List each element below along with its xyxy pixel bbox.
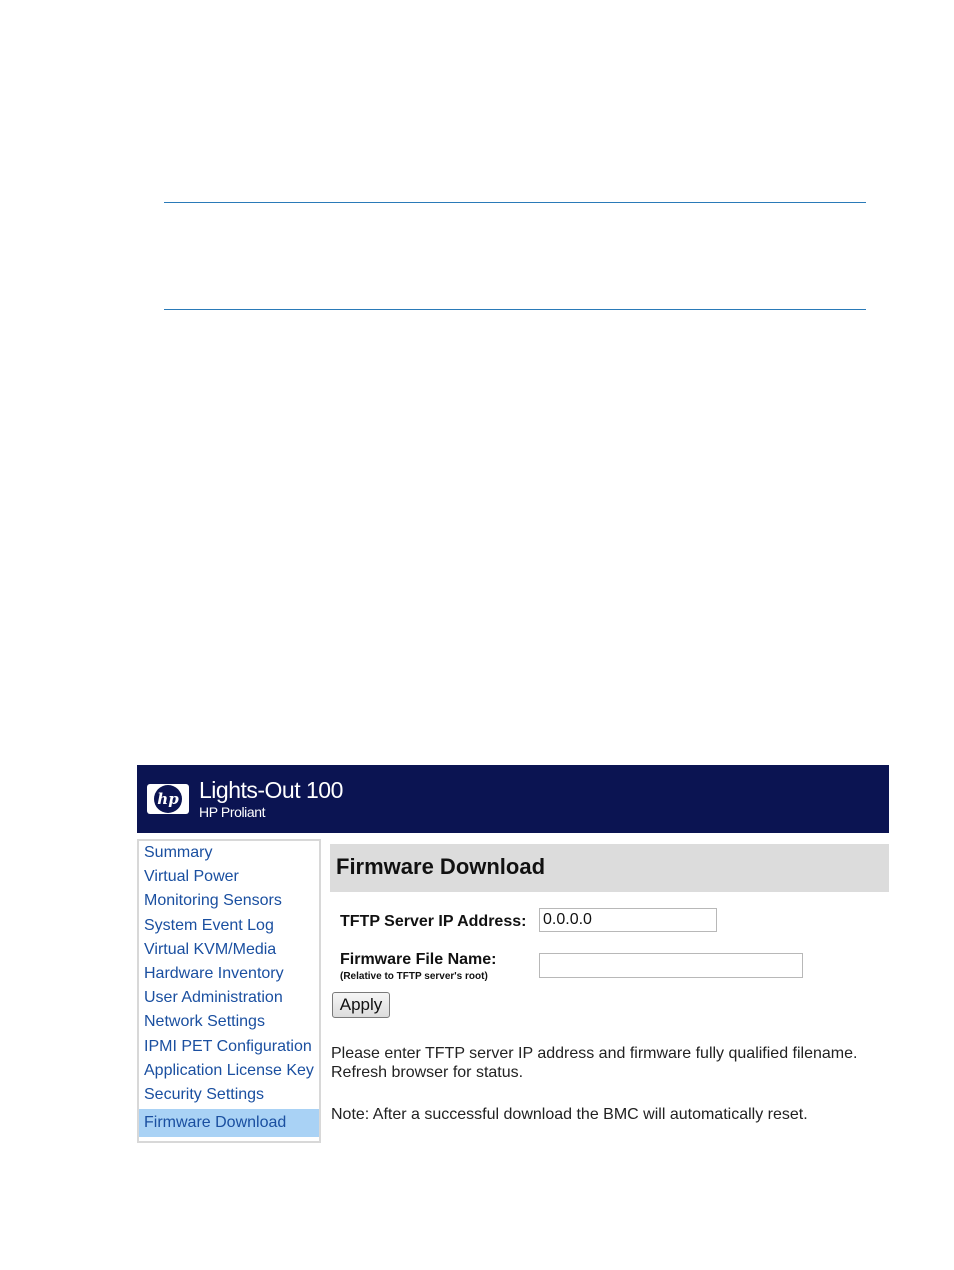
firmware-file-hint: (Relative to TFTP server's root) (340, 971, 488, 982)
main-content (330, 844, 889, 1145)
sidebar-item-firmware-download[interactable]: Firmware Download (139, 1109, 319, 1137)
bottom-rule (164, 309, 866, 310)
header-banner (137, 765, 889, 833)
sidebar-item-network-settings[interactable]: Network Settings (144, 1013, 265, 1031)
hp-logo-icon (147, 784, 189, 814)
page-title: Firmware Download (336, 854, 546, 879)
firmware-file-input[interactable] (539, 953, 803, 978)
sidebar-item-user-administration[interactable]: User Administration (144, 989, 283, 1007)
product-subtitle: HP Proliant (199, 804, 266, 820)
title-bar (330, 844, 889, 892)
sidebar-item-virtual-kvm-media[interactable]: Virtual KVM/Media (144, 940, 277, 958)
sidebar-item-virtual-power[interactable]: Virtual Power (144, 868, 239, 886)
sidebar-nav (137, 839, 321, 1143)
sidebar-item-ipmi-pet-configuration[interactable]: IPMI PET Configuration (144, 1037, 312, 1055)
top-rule (164, 202, 866, 203)
sidebar-item-application-license-key[interactable]: Application License Key (144, 1061, 314, 1079)
sidebar-item-monitoring-sensors[interactable]: Monitoring Sensors (144, 892, 282, 910)
tftp-ip-input[interactable] (539, 908, 717, 932)
instruction-line-2: Refresh browser for status. (331, 1064, 524, 1081)
sidebar-item-security-settings[interactable]: Security Settings (144, 1085, 265, 1103)
instruction-line-1: Please enter TFTP server IP address and firmware fully qualified filename. (331, 1045, 858, 1062)
firmware-file-label: Firmware File Name: (340, 951, 497, 968)
lights-out-screenshot (137, 765, 889, 1145)
sidebar-item-hardware-inventory[interactable]: Hardware Inventory (144, 964, 284, 982)
product-name: Lights-Out 100 (199, 777, 343, 803)
tftp-ip-label: TFTP Server IP Address: (340, 913, 527, 930)
reset-note: Note: After a successful download the BMC will automatically reset. (331, 1106, 808, 1123)
hp-logo-mark: hp (154, 785, 182, 813)
sidebar-item-system-event-log[interactable]: System Event Log (144, 916, 274, 934)
apply-button[interactable]: Apply (332, 992, 390, 1018)
sidebar-item-summary[interactable]: Summary (144, 844, 213, 861)
